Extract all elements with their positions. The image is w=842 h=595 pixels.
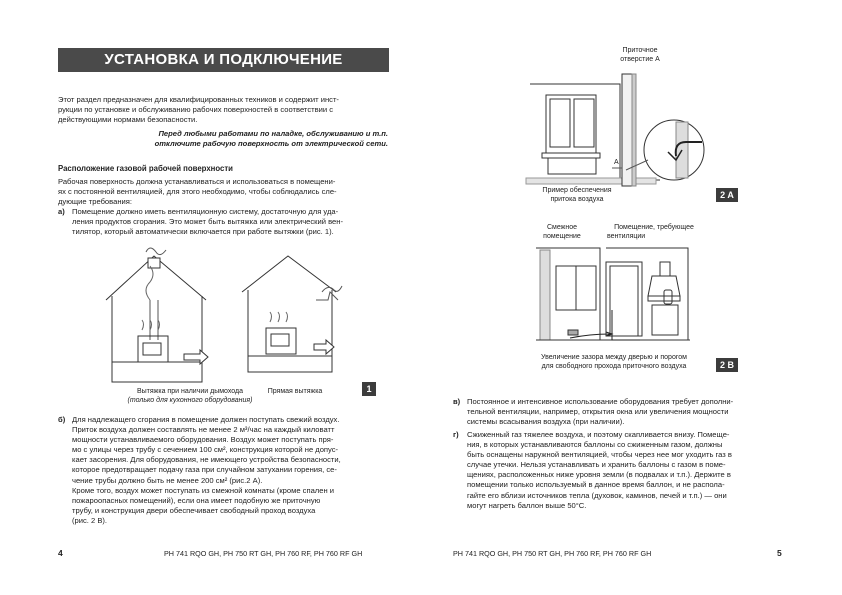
list-line: Постоянное и интенсивное использование оборудования требует дополни- (467, 397, 734, 406)
list-line: ления продуктов сгорания. Это может быть вытяжка или электрический вен- (72, 217, 343, 227)
label-adjacent-room (540, 223, 584, 241)
list-item-v (453, 397, 788, 427)
list-line: которое предотвращает подачу газа при случайном затухании горения, се- (72, 465, 337, 475)
label-line: отверстие А (620, 56, 660, 63)
figure-2b-caption (524, 353, 704, 371)
list-line: Приток воздуха должен составлять не менее 2 м³/час на каждый киловатт (72, 425, 335, 435)
figure-2a-caption (530, 186, 624, 204)
section-paragraph (58, 177, 393, 207)
list-line: кает засорения. Для оборудования, не имеющего устройства безопасности, (72, 455, 341, 465)
list-line: тельной вентиляции, например, открытия окна или увеличения мощности (467, 407, 729, 417)
caption-line: Пример обеспечения (542, 187, 612, 194)
page-number-left: 4 (58, 548, 63, 558)
list-line: системы всасывания воздуха (при наличии). (467, 417, 625, 427)
page-number-right: 5 (777, 548, 782, 558)
caption-line: (только для кухонного оборудования) (127, 397, 253, 404)
intro-paragraph (58, 95, 393, 125)
list-line: Сжиженный газ тяжелее воздуха, и поэтому скапливается внизу. Помеще- (467, 430, 730, 439)
list-line: могут нагреть баллон выше 50°С. (467, 500, 587, 510)
figure-1-caption-right: Прямая вытяжка (267, 388, 323, 395)
label-line: помещение (543, 233, 581, 240)
list-line: трубу, и конструкция двери обеспечивает свободный проход воздуха (72, 505, 316, 515)
caption-line: Вытяжка при наличии дымохода (136, 388, 244, 395)
list-line: чение трубы должно быть не менее 200 см² (рис.2 А). (72, 475, 263, 485)
list-line: быть оснащены наружной вентиляцией, чтобы через нее мог уходить газ в (467, 450, 732, 460)
list-line: тилятор, который автоматически включается при работе вытяжки (рис. 1). (72, 227, 334, 237)
list-line: ния, в которых устанавливаются баллоны со сжиженным газом, должны (467, 440, 723, 450)
label-line: Помещение, требующее (614, 224, 694, 231)
list-line: Кроме того, воздух может поступать из смежной комнаты (кроме спален и (72, 485, 334, 495)
figure-1-caption-left (120, 387, 260, 405)
label-room-needs-ventilation (604, 223, 704, 241)
section-line: Рабочая поверхность должна устанавливаться и использоваться в помещени- (58, 177, 336, 186)
list-line: (рис. 2 В). (72, 515, 108, 525)
caption-line: притока воздуха (550, 196, 604, 203)
list-item-b (58, 415, 393, 526)
caption-line: Увеличение зазора между дверью и порогом (541, 354, 687, 361)
section-line: ях с постоянной вентиляцией, для этого необходимо, чтобы соблюдались сле- (58, 187, 337, 197)
list-line: Для надлежащего сгорания в помещение должен поступать свежий воздух. (72, 415, 340, 424)
safety-warning (58, 129, 388, 149)
footer-models-left: PH 741 RQO GH, PH 750 RT GH, PH 760 RF, PH 760 RF GH (164, 549, 363, 558)
label-line: Смежное (546, 224, 578, 231)
list-line: помещении только используемый в данное время баллон, и не распола- (467, 480, 725, 490)
intro-line: рукции по установке и обслуживанию рабочих поверхностей в соответствии с (58, 105, 334, 115)
list-line: пожароопасных помещений), если она имеет подобную же приточную (72, 495, 321, 505)
label-a: А (614, 159, 619, 166)
intro-line: Этот раздел предназначен для квалифицированных техников и содержит инст- (58, 95, 339, 104)
page-title: УСТАНОВКА И ПОДКЛЮЧЕНИЕ (58, 48, 389, 72)
figure-2a-badge: 2 A (716, 188, 738, 202)
section-line: дующие требования: (58, 197, 132, 207)
list-line: мо с улицы через трубу с сечением 100 см², конструкция которой не допус- (72, 445, 339, 455)
intro-line: действующими нормами безопасности. (58, 115, 198, 125)
list-line: мощности устанавливаемого оборудования. Воздух может поступать пря- (72, 435, 334, 445)
warning-line: Перед любыми работами по наладке, обслуживанию и т.п. (158, 129, 388, 138)
list-item-g (453, 430, 788, 511)
warning-line: отключите рабочую поверхность от электрической сети. (154, 139, 388, 149)
section-heading: Расположение газовой рабочей поверхности (58, 164, 233, 173)
label-line: вентиляции (607, 233, 646, 240)
figure-2b-badge: 2 B (716, 358, 738, 372)
footer-models-right: PH 741 RQO GH, PH 750 RT GH, PH 760 RF, PH 760 RF GH (453, 549, 652, 558)
list-marker: б) (58, 415, 66, 424)
figure-1-badge: 1 (362, 382, 376, 396)
caption-line: для свободного прохода приточного воздуха (541, 363, 687, 370)
list-line: щениях, расположенных ниже уровня земли (в подвалах и т.п.). Держите в (467, 470, 731, 480)
list-marker: а) (58, 207, 65, 216)
list-marker: г) (453, 430, 459, 439)
list-item-a (58, 207, 393, 237)
list-line: Помещение должно иметь вентиляционную систему, достаточную для уда- (72, 207, 339, 216)
label-line: Приточное (622, 47, 658, 54)
list-line: гайте его вблизи источников тепла (духовок, каминов, печей и т.п.) — они (467, 490, 727, 500)
list-marker: в) (453, 397, 461, 406)
label-inlet-opening (600, 46, 680, 64)
list-line: случае утечки. Нельзя устанавливать и хранить баллоны с газом в поме- (467, 460, 726, 470)
